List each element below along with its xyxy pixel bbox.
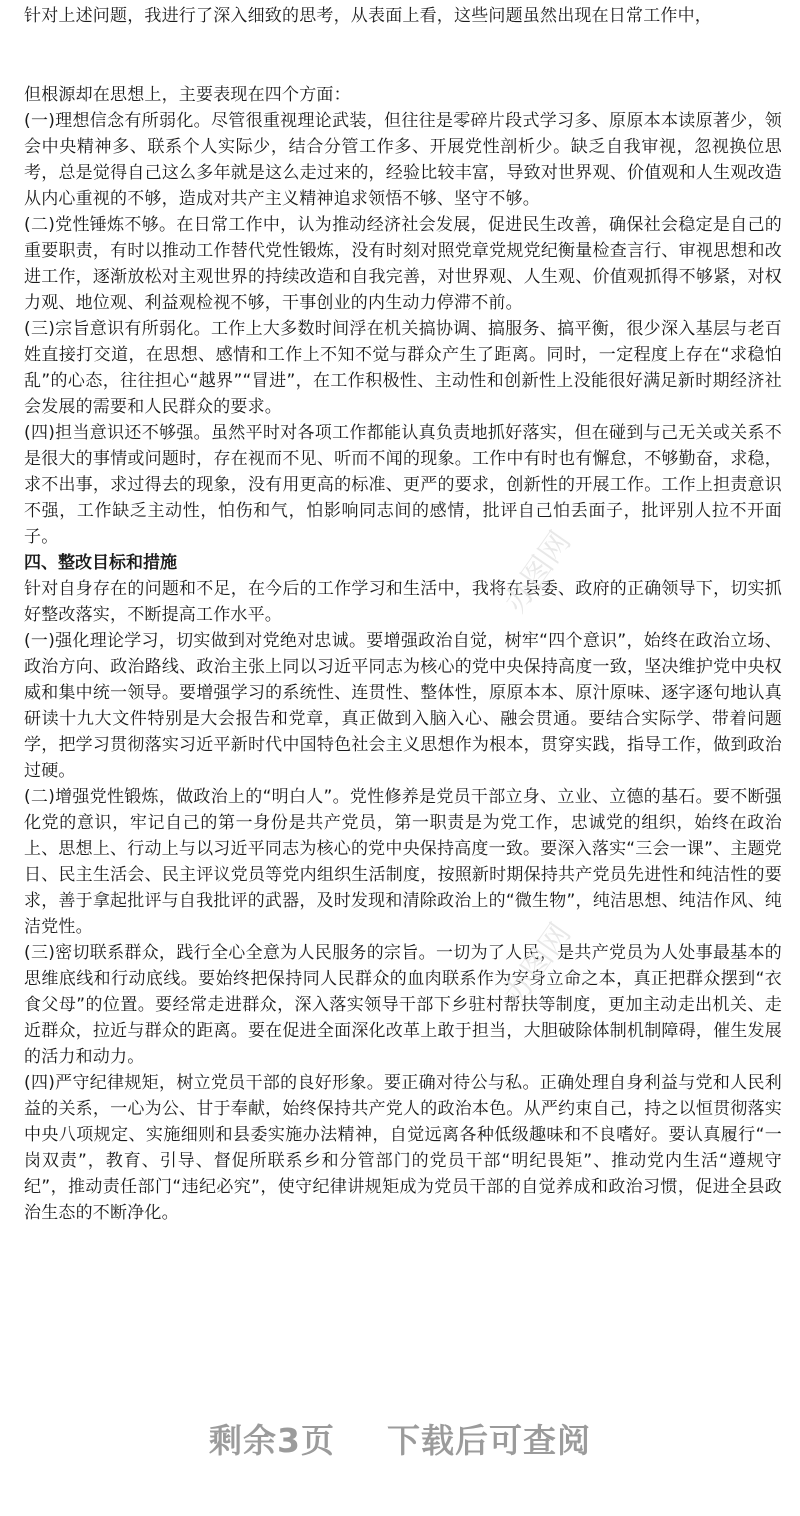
download-banner[interactable] [0,1415,800,1462]
paragraph-responsibility: (四)担当意识还不够强。虽然平时对各项工作都能认真负责地抓好落实，但在碰到与己无关或关系不是很大的事情或问题时，存在视而不见、听而不闻的现象。工作中有时也有懈怠，不够勤奋，求稳，求不出事，求过得去的现象，没有用更高的标准、更严的要求，创新性的开展工作。工作上担责意识不强，工作缺乏主动性，怕伤和气，怕影响同志间的感情，批评自己怕丢面子，批评别人拉不开面子。 [24,423,782,547]
section-heading: 四、整改目标和措施 [24,553,177,573]
paragraph-ideals: (一)理想信念有所弱化。尽管很重视理论武装，但往往是零碎片段式学习多、原原本本读原著少，领会中央精神多、联系个人实际少，结合分管工作多、开展党性剖析少。缺乏自我审视，忽视换位思考，总是觉得自己这么多年就是这么走过来的，经验比较丰富，导致对世界观、价值观和人生观改造从内心重视的不够，造成对共产主义精神追求领悟不够、坚守不够。 [24,111,782,209]
download-hint-label: 下载后可查阅 [386,1421,591,1460]
paragraph-party-spirit: (二)党性锤炼不够。在日常工作中，认为推动经济社会发展，促进民生改善，确保社会稳定是自己的重要职责，有时以推动工作替代党性锻炼，没有时刻对照党章党规党纪衡量检查言行、审视思想和改进工作，逐渐放松对主观世界的持续改造和自我完善，对世界观、人生观、价值观抓得不够紧，对权力观、地位观、利益观检视不够，干事创业的内生动力停滞不前。 [24,215,782,313]
paragraph-root-cause: 但根源却在思想上，主要表现在四个方面： [24,85,351,105]
paragraph-purpose: (三)宗旨意识有所弱化。工作上大多数时间浮在机关搞协调、搞服务、搞平衡，很少深入基层与老百姓直接打交道，在思想、感情和工作上不知不觉与群众产生了距离。同时，一定程度上存在“求稳怕乱”的心态，往往担心“越界”“冒进”，在工作积极性、主动性和创新性上没能很好满足新时期经济社会发展的需要和人民群众的要求。 [24,319,782,417]
document-body [24,82,782,1226]
paragraph-theory-study: (一)强化理论学习，切实做到对党绝对忠诚。要增强政治自觉，树牢“四个意识”，始终在政治立场、政治方向、政治路线、政治主张上同以习近平同志为核心的党中央保持高度一致，坚决维护党中央权威和集中统一领导。要增强学习的系统性、连贯性、整体性，原原本本、原汁原味、逐字逐句地认真研读十九大文件特别是大会报告和党章，真正做到入脑入心、融会贯通。要结合实际学、带着问题学，把学习贯彻落实习近平新时代中国特色社会主义思想作为根本，贯穿实践，指导工作，做到政治过硬。 [24,631,782,781]
remaining-pages-label: 剩余3页 [209,1421,335,1460]
watermark: 办图网 [497,917,579,1011]
intro-line: 针对上述问题，我进行了深入细致的思考，从表面上看，这些问题虽然出现在日常工作中， [24,6,712,26]
paragraph-mass-contact: (三)密切联系群众，践行全心全意为人民服务的宗旨。一切为了人民，是共产党员为人处事最基本的思维底线和行动底线。要始终把保持同人民群众的血肉联系作为安身立命之本，真正把群众摆到“衣食父母”的位置。要经常走进群众，深入落实领导干部下乡驻村帮扶等制度，更加主动走出机关、走近群众，拉近与群众的距离。要在促进全面深化改革上敢于担当，大胆破除体制机制障碍，催生发展的活力和动力。 [24,943,782,1067]
paragraph-rectification-intro: 针对自身存在的问题和不足，在今后的工作学习和生活中，我将在县委、政府的正确领导下，切实抓好整改落实，不断提高工作水平。 [24,579,782,625]
watermark: 办图网 [497,525,579,619]
paragraph-party-training: (二)增强党性锻炼，做政治上的“明白人”。党性修养是党员干部立身、立业、立德的基石。要不断强化党的意识，牢记自己的第一身份是共产党员，第一职责是为党工作，忠诚党的组织，始终在政治上、思想上、行动上与以习近平同志为核心的党中央保持高度一致。要深入落实“三会一课”、主题党日、民主生活会、民主评议党员等党内组织生活制度，按照新时期保持共产党员先进性和纯洁性的要求，善于拿起批评与自我批评的武器，及时发现和清除政治上的“微生物”，纯洁思想、纯洁作风、纯洁党性。 [24,787,782,937]
paragraph-discipline: (四)严守纪律规矩，树立党员干部的良好形象。要正确对待公与私。正确处理自身利益与党和人民利益的关系，一心为公、甘于奉献，始终保持共产党人的政治本色。从严约束自己，持之以恒贯彻落实中央八项规定、实施细则和县委实施办法精神，自觉远离各种低级趣味和不良嗜好。要认真履行“一岗双责”，教育、引导、督促所联系乡和分管部门的党员干部“明纪畏矩”、推动党内生活“遵规守纪”，推动责任部门“违纪必究”，使守纪律讲规矩成为党员干部的自觉养成和政治习惯，促进全县政治生态的不断净化。 [24,1073,782,1223]
